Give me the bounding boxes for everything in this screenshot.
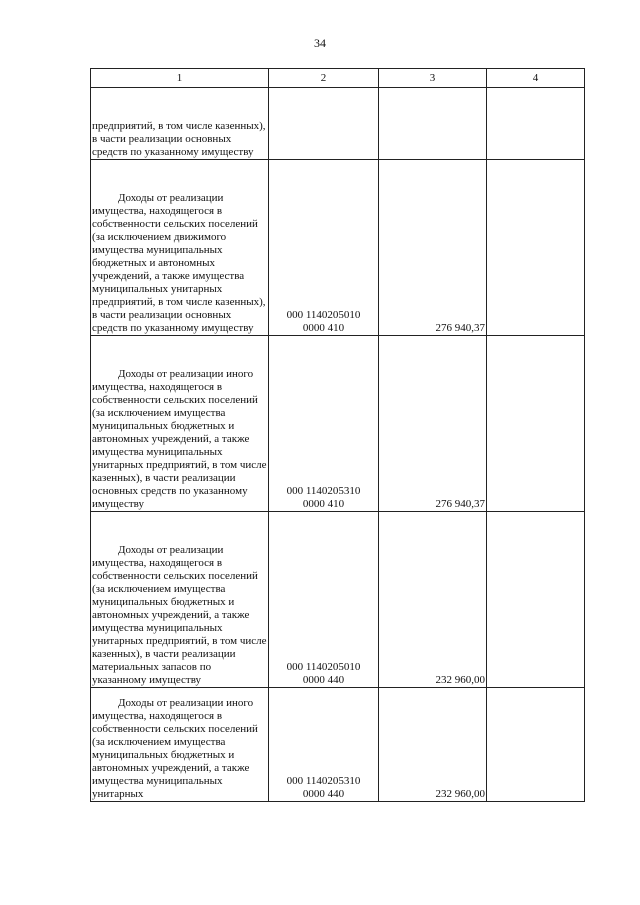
row-amount: 276 940,37 [379,160,487,336]
row-description [91,336,269,512]
row-description-text: Доходы от реализации имущества, находящегося в собственности сельских поселений (за исключением движимого имущества муниципальных бюджетных и автономных учреждений, а также имущества муниципальных унитарных предприятий, в том числе казенных), в части реализации основных средств по указанному имуществу [92,192,266,334]
budget-code-line-1: 000 1140205310 [286,775,361,787]
row-description-text: Доходы от реализации имущества, находящегося в собственности сельских поселений (за исключением имущества муниципальных бюджетных и автономных учреждений, а также имущества муниципальных унитарных предприятий, в том числе казенных), в части реализации материальных запасов по указанному имуществу [92,544,267,686]
table-row [91,160,585,336]
row-amount [379,88,487,160]
column-header-4: 4 [487,69,585,88]
row-budget-code [269,88,379,160]
row-column-4 [487,512,585,688]
row-amount: 276 940,37 [379,336,487,512]
revenue-table [90,68,585,802]
row-description [91,688,269,802]
row-description [91,160,269,336]
budget-code-line-2: 0000 410 [302,322,345,334]
row-description-text: Доходы от реализации иного имущества, находящегося в собственности сельских поселений (за исключением имущества муниципальных бюджетных и автономных учреждений, а также имущества муниципальных унитарных [92,697,258,800]
row-column-4 [487,160,585,336]
row-budget-code [269,336,379,512]
row-budget-code [269,160,379,336]
row-column-4 [487,688,585,802]
budget-code-line-1: 000 1140205010 [286,661,361,673]
budget-code-line-1: 000 1140205310 [286,485,361,497]
row-column-4 [487,88,585,160]
budget-code-line-2: 0000 410 [302,498,345,510]
row-column-4 [487,336,585,512]
row-description-text: Доходы от реализации иного имущества, находящегося в собственности сельских поселений (за исключением имущества муниципальных бюджетных и автономных учреждений, а также имущества муниципальных унитарных предприятий, в том числе казенных), в части реализации основных средств по указанному имуществу [92,368,267,510]
budget-code-line-1: 000 1140205010 [286,309,361,321]
row-budget-code [269,512,379,688]
row-description-text: предприятий, в том числе казенных), в части реализации основных средств по указанному имуществу [92,120,266,158]
row-amount: 232 960,00 [379,688,487,802]
budget-code-line-2: 0000 440 [302,788,345,800]
row-description [91,512,269,688]
column-header-1: 1 [91,69,269,88]
table-body [91,88,585,802]
table-row [91,688,585,802]
page-number: 34 [314,36,326,50]
column-header-3: 3 [379,69,487,88]
table-row [91,88,585,160]
table-header-row [91,69,585,88]
column-header-2: 2 [269,69,379,88]
row-description [91,88,269,160]
row-amount: 232 960,00 [379,512,487,688]
budget-code-line-2: 0000 440 [302,674,345,686]
row-budget-code [269,688,379,802]
table-row [91,336,585,512]
table-row [91,512,585,688]
